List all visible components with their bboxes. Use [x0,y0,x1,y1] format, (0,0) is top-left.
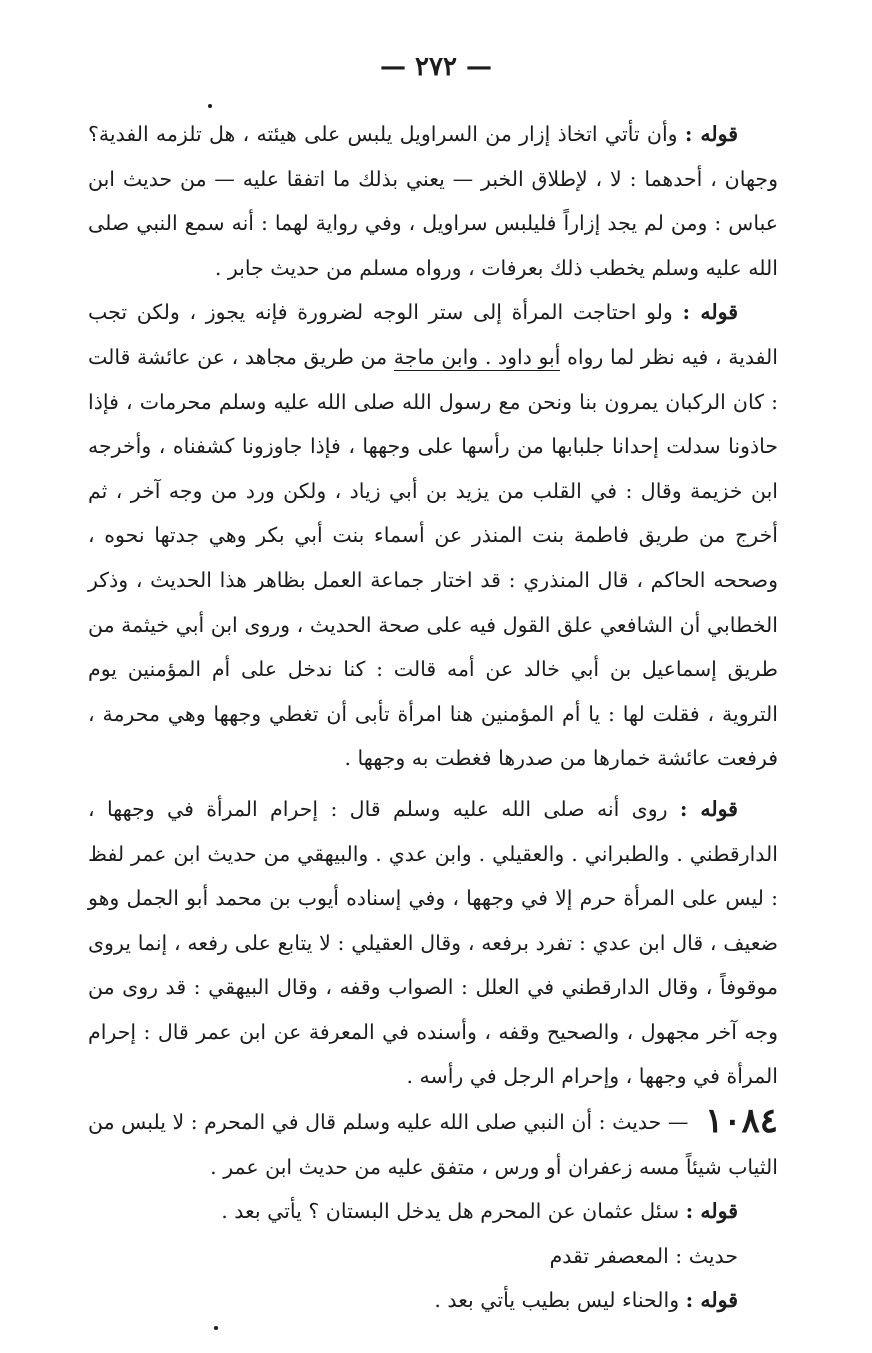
page-number: — ٢٧٢ — [379,52,493,82]
short-line-1 [88,1189,778,1234]
body-text [88,112,778,1323]
paragraph-3-text: روى أنه صلى الله عليه وسلم قال : إحرام المرأة في وجهها ، الدارقطني . والطبراني . والعقيلي . وابن عدي . والبيهقي من حديث ابن عمر لفظ : ليس على المرأة حرم إلا في وجهها ، وفي إسناده أيوب بن محمد أبو الجمل وهو ضعيف ، قال ابن عدي : تفرد برفعه ، وقال العقيلي : لا يتابع على رفعه ، إنما يروى موقوفاً ، وقال الدارقطني في العلل : الصواب وقفه ، وقال البيهقي : قد روى من وجه آخر مجهول ، والصحيح وقفه ، وأسنده في المعرفة عن ابن عمر قال : إحرام المرأة في وجهها ، وإحرام الرجل في رأسه . [88,796,778,1089]
paragraph-1 [88,112,778,290]
paragraph-2-underlined-reference: أبو داود . وابن ماجة [393,344,561,369]
paragraph-1-lead: قوله : [684,122,738,146]
hadith-text: — حديث : أن النبي صلى الله عليه وسلم قال في المحرم : لا يلبس من الثياب شيئاً مسه زعفران أو ورس ، متفق عليه من حديث ابن عمر . [88,1110,778,1179]
paragraph-2-text-before: ولو احتاجت المرأة إلى ستر الوجه لضرورة فإنه يجوز ، ولكن تجب الفدية ، فيه نظر لما رواه [88,300,778,369]
short-line-3-text: والحناء ليس بطيب يأتي بعد . [434,1288,680,1313]
paragraph-2 [88,290,778,781]
short-line-2-text: حديث : المعصفر تقدم [549,1243,738,1268]
paragraph-3-lead: قوله : [679,796,738,821]
short-line-1-text: سئل عثمان عن المحرم هل يدخل البستان ؟ يأتي بعد . [221,1199,680,1224]
short-line-3-lead: قوله : [685,1288,738,1313]
print-speck [208,104,212,108]
short-line-3 [88,1278,778,1323]
paragraph-3 [88,787,778,1099]
print-speck [214,1326,218,1330]
short-line-1-lead: قوله : [685,1199,738,1224]
short-line-2 [88,1234,778,1279]
paragraph-2-text-after: من طريق مجاهد ، عن عائشة قالت : كان الركبان يمرون بنا ونحن مع رسول الله صلى الله عليه وسلم محرمات ، فإذا حاذونا سدلت إحدانا جلبابها من رأسها على وجهها ، فإذا جاوزونا كشفناه ، وأخرجه ابن خزيمة وقال : في القلب من يزيد بن أبي زياد ، ولكن ورد من وجه آخر ، ثم أخرج من طريق فاطمة بنت المنذر عن أسماء بنت أبي بكر وهي جدتها نحوه ، وصححه الحاكم ، قال المنذري : قد اختار جماعة العمل بظاهر هذا الحديث ، وذكر الخطابي أن الشافعي علق القول فيه على صحة الحديث ، وروى ابن أبي خيثمة من طريق إسماعيل بن أبي خالد عن أمه قالت : كنا ندخل على أم المؤمنين يوم التروية ، فقلت لها : يا أم المؤمنين هنا امرأة تأبى أن تغطي وجهها وهي محرمة ، فرفعت عائشة خمارها من صدرها فغطت به وجهها . [88,344,778,771]
hadith-number: ١٠٨٤ [704,1101,778,1142]
paragraph-1-text: وأن تأتي اتخاذ إزار من السراويل يلبس على هيئته ، هل تلزمه الفدية؟ وجهان ، أحدهما : لا ، لإطلاق الخبر — يعني بذلك ما اتفقا عليه — من حديث ابن عباس : ومن لم يجد إزاراً فليلبس سراويل ، وفي رواية لهما : أنه سمع النبي صلى الله عليه وسلم يخطب ذلك بعرفات ، ورواه مسلم من حديث جابر . [88,122,778,280]
hadith-entry [88,1099,778,1189]
paragraph-2-lead: قوله : [682,300,738,325]
